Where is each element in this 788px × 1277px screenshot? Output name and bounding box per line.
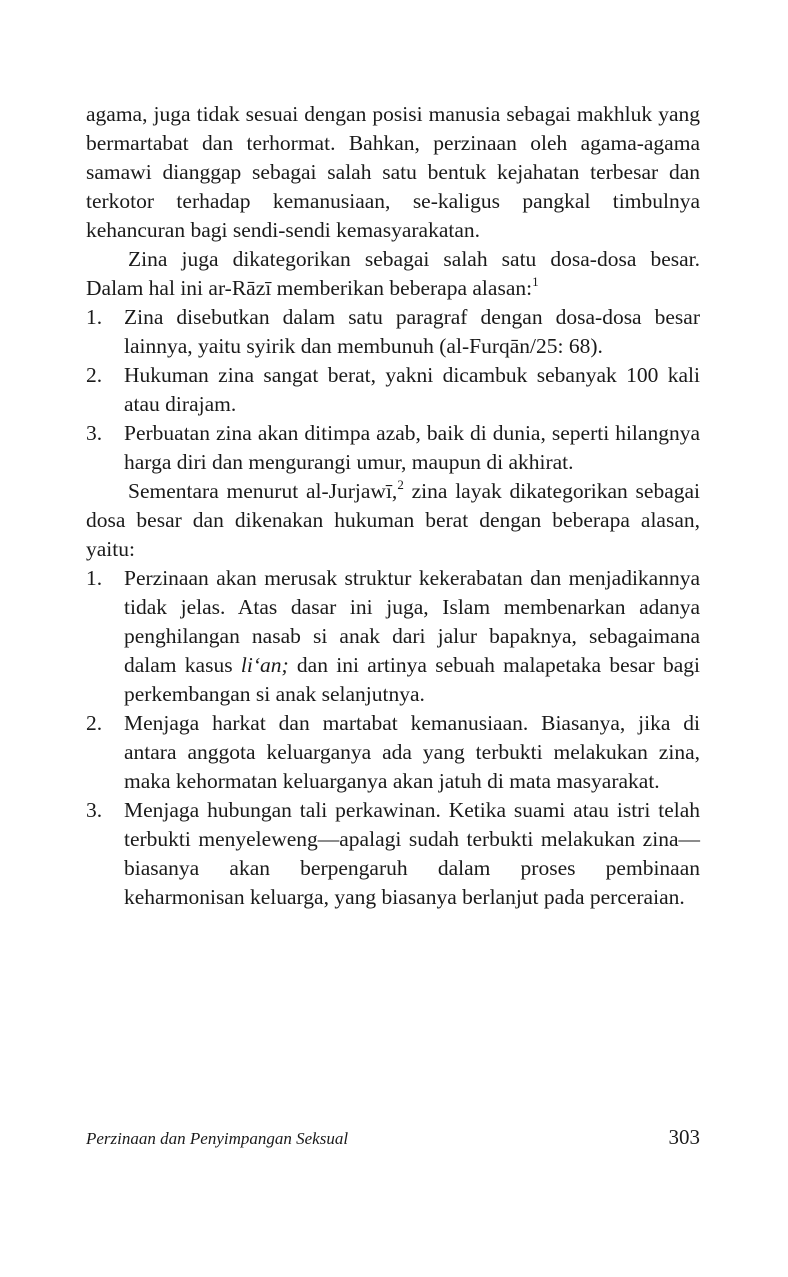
jurjawi-reasons-list (86, 564, 700, 912)
list-number: 2. (86, 363, 103, 387)
page-body (86, 100, 700, 912)
list-item (86, 564, 700, 709)
list-item (86, 709, 700, 796)
list-item-text: Perbuatan zina akan ditimpa azab, baik di dunia, seperti hilangnya harga diri dan mengurangi umur, maupun di akhirat. (124, 421, 700, 474)
list-item-text: dan ini artinya sebuah malapetaka besar bagi perkembangan si anak selanjutnya. (124, 653, 700, 706)
list-number: 2. (86, 711, 103, 735)
list-item (86, 303, 700, 361)
list-item-text: Menjaga harkat dan martabat kemanusiaan. Biasanya, jika di antara anggota keluarganya ada yang terbukti melakukan zina, maka kehormatan keluarganya akan jatuh di mata masyarakat. (124, 711, 700, 793)
list-number: 3. (86, 798, 103, 822)
list-item (86, 796, 700, 912)
paragraph-text: Zina juga dikategorikan sebagai salah satu dosa-dosa besar. Dalam hal ini ar-Rāzī memberikan beberapa alasan: (86, 247, 700, 300)
paragraph-text: zina layak dikategorikan sebagai dosa besar dan dikenakan hukuman berat dengan beberapa alasan, yaitu: (86, 479, 701, 561)
paragraph-text: Sementara menurut al-Jurjawī, (128, 479, 398, 503)
list-number: 1. (86, 566, 103, 590)
list-number: 1. (86, 305, 103, 329)
razi-reasons-list (86, 303, 700, 477)
list-item (86, 419, 700, 477)
list-item-text: Menjaga hubungan tali perkawinan. Ketika suami atau istri telah terbukti menyeleweng—apalagi sudah terbukti melakukan zina—biasanya akan berpengaruh dalam proses pembinaan keharmonisan keluarga, yang biasanya berlanjut pada perceraian. (124, 798, 700, 909)
paragraph-jurjawi-intro (86, 477, 700, 564)
list-item-text: Zina disebutkan dalam satu paragraf dengan dosa-dosa besar lainnya, yaitu syirik dan membunuh (al-Furqān/25: 68). (124, 305, 700, 358)
footnote-ref-1[interactable]: 1 (532, 274, 539, 289)
list-number: 3. (86, 421, 103, 445)
paragraph-continuation: agama, juga tidak sesuai dengan posisi manusia sebagai makhluk yang bermartabat dan terhormat. Bahkan, perzinaan oleh agama-agama samawi dianggap sebagai salah satu bentuk kejahatan terbesar dan terkotor terhadap kemanusiaan, se-kaligus pangkal timbulnya kehancuran bagi sendi-sendi kemasyarakatan. (86, 102, 700, 242)
italic-term: li‘an; (240, 653, 289, 677)
list-item-text: Hukuman zina sangat berat, yakni dicambuk sebanyak 100 kali atau dirajam. (124, 363, 700, 416)
page-number: 303 (668, 1125, 700, 1149)
paragraph-razi-intro (86, 245, 700, 303)
list-item-text: Perzinaan akan merusak struktur kekerabatan dan menjadikannya tidak jelas. Atas dasar ini juga, Islam membenarkan adanya penghilangan nasab si anak dari jalur bapaknya, sebagaimana dalam kasus (124, 566, 700, 677)
running-title: Perzinaan dan Penyimpangan Seksual (86, 1129, 349, 1148)
footnote-ref-2[interactable]: 2 (397, 477, 404, 492)
list-item (86, 361, 700, 419)
